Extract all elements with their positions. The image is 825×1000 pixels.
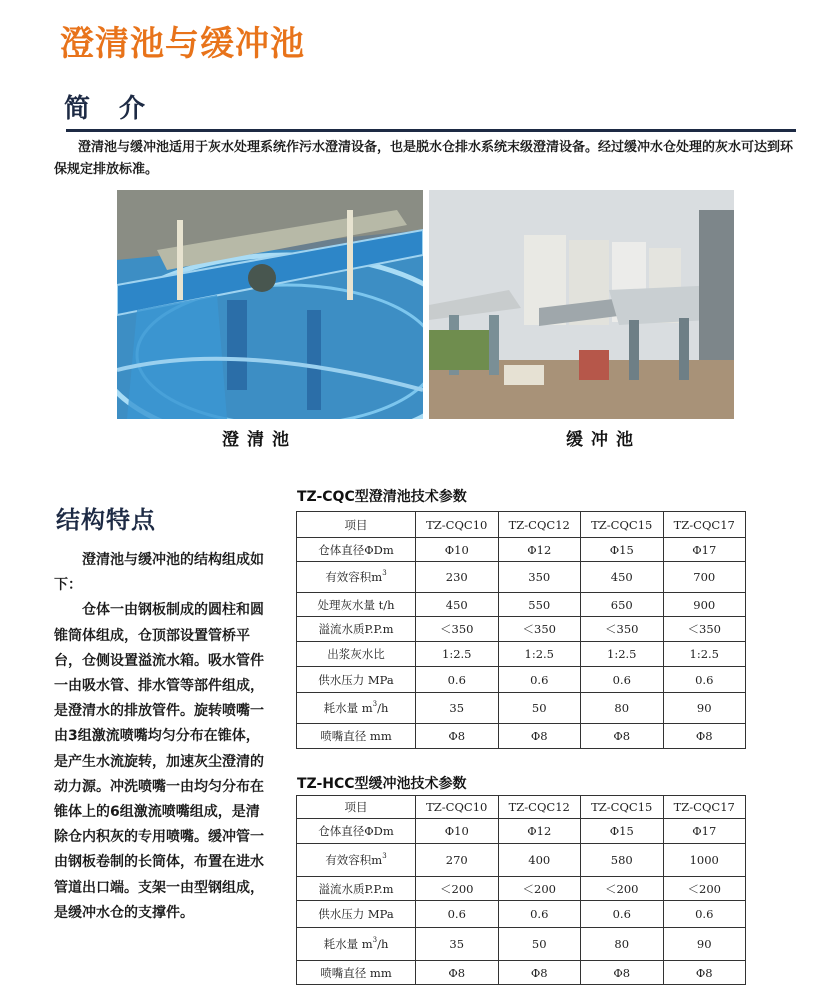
- table-cell: ＜200: [498, 877, 581, 901]
- table-row-label: 项目: [297, 796, 416, 819]
- table-cell: ＜200: [416, 877, 499, 901]
- table-row: [297, 617, 746, 642]
- table-row-label: 出浆灰水比: [297, 642, 416, 667]
- table-row-label: 仓体直径ΦDm: [297, 819, 416, 844]
- heading-divider: [66, 129, 796, 132]
- table-cell: 1000: [663, 844, 746, 877]
- clarifier-caption: 澄清池: [222, 430, 297, 450]
- table-row: [297, 928, 746, 961]
- clarifier-photo: [117, 190, 423, 419]
- table-cell: 400: [498, 844, 581, 877]
- table-cell: 0.6: [581, 667, 664, 693]
- table-cell: TZ-CQC10: [416, 796, 499, 819]
- table-cell: Φ8: [416, 961, 499, 985]
- table-cell: Φ15: [581, 819, 664, 844]
- table-cell: Φ8: [663, 724, 746, 749]
- table-cell: 230: [416, 562, 499, 593]
- table-row-label: 溢流水质P.P.m: [297, 877, 416, 901]
- table-cell: ＜350: [498, 617, 581, 642]
- table-cell: 450: [581, 562, 664, 593]
- table-cell: 0.6: [581, 901, 664, 928]
- table-cell: 90: [663, 928, 746, 961]
- table-cell: 80: [581, 928, 664, 961]
- table-cell: 700: [663, 562, 746, 593]
- structure-paragraph: 仓体一由钢板制成的圆柱和圆锥筒体组成，仓顶部设置管桥平台，仓侧设置溢流水箱。吸水管件一由吸水管、排水管等部件组成，是澄清水的排放管件。旋转喷嘴一由3组激流喷嘴均匀分布在锥体，是产生水流旋转，加速灰尘澄清的动力源。冲洗喷嘴一由均匀分布在锥体上的6组激流喷嘴组成，是清除仓内积灰的专用喷嘴。缓冲管一由钢板卷制的长筒体，布置在进水管道出口端。支架一由型钢组成，是缓冲水仓的支撑件。: [54, 602, 264, 921]
- table-cell: TZ-CQC15: [581, 512, 664, 538]
- table-row-label: 处理灰水量 t/h: [297, 593, 416, 617]
- table-row-label: 项目: [297, 512, 416, 538]
- table-cell: 1:2.5: [663, 642, 746, 667]
- table-row: [297, 724, 746, 749]
- table-cell: 50: [498, 928, 581, 961]
- table-cell: 90: [663, 693, 746, 724]
- table-cell: ＜200: [581, 877, 664, 901]
- table-cell: 270: [416, 844, 499, 877]
- table-cell: TZ-CQC15: [581, 796, 664, 819]
- intro-paragraph: 澄清池与缓冲池适用于灰水处理系统作污水澄清设备，也是脱水仓排水系统末级澄清设备。经过缓冲水仓处理的灰水可达到环保规定排放标准。: [54, 140, 794, 177]
- intro-heading: 简 介: [64, 94, 156, 124]
- table-cell: 1:2.5: [581, 642, 664, 667]
- structure-paragraph: 澄清池与缓冲池的结构组成如下：: [54, 552, 264, 594]
- table-row-label: 喷嘴直径 mm: [297, 724, 416, 749]
- table-row-label: 喷嘴直径 mm: [297, 961, 416, 985]
- table-cell: Φ8: [498, 724, 581, 749]
- table-cell: 0.6: [663, 901, 746, 928]
- table-cell: TZ-CQC12: [498, 796, 581, 819]
- clarifier-table-title: TZ-CQC型澄清池技术参数: [297, 489, 467, 505]
- structure-text: [54, 548, 266, 926]
- table-cell: 80: [581, 693, 664, 724]
- table-row: [297, 562, 746, 593]
- table-cell: Φ17: [663, 538, 746, 562]
- table-cell: Φ15: [581, 538, 664, 562]
- table-cell: Φ17: [663, 819, 746, 844]
- buffer-tank-caption: 缓冲池: [566, 430, 641, 450]
- table-cell: 0.6: [498, 901, 581, 928]
- table-cell: 900: [663, 593, 746, 617]
- table-cell: 580: [581, 844, 664, 877]
- table-row: [297, 819, 746, 844]
- table-row: [297, 642, 746, 667]
- table-cell: ＜350: [416, 617, 499, 642]
- table-cell: ＜200: [663, 877, 746, 901]
- table-cell: Φ8: [498, 961, 581, 985]
- table-row: [297, 877, 746, 901]
- table-row-label: 耗水量 $m^3/h$: [297, 928, 416, 961]
- table-cell: TZ-CQC10: [416, 512, 499, 538]
- table-cell: 35: [416, 928, 499, 961]
- table-cell: Φ8: [416, 724, 499, 749]
- table-cell: Φ12: [498, 538, 581, 562]
- table-cell: Φ12: [498, 819, 581, 844]
- table-row: [297, 844, 746, 877]
- table-row-label: 仓体直径ΦDm: [297, 538, 416, 562]
- table-cell: 1:2.5: [416, 642, 499, 667]
- table-row-label: 供水压力 MPa: [297, 901, 416, 928]
- table-cell: TZ-CQC12: [498, 512, 581, 538]
- table-cell: 1:2.5: [498, 642, 581, 667]
- table-cell: ＜350: [581, 617, 664, 642]
- buffer-table-title: TZ-HCC型缓冲池技术参数: [297, 776, 467, 792]
- table-cell: TZ-CQC17: [663, 512, 746, 538]
- table-row: [297, 593, 746, 617]
- table-row-label: 耗水量 $m^3/h$: [297, 693, 416, 724]
- table-cell: 0.6: [663, 667, 746, 693]
- table-row: [297, 667, 746, 693]
- clarifier-spec-table: [296, 511, 746, 749]
- buffer-spec-table: [296, 795, 746, 985]
- table-cell: 350: [498, 562, 581, 593]
- table-cell: Φ8: [581, 724, 664, 749]
- table-cell: 35: [416, 693, 499, 724]
- table-header-row: [297, 512, 746, 538]
- table-row-label: 供水压力 MPa: [297, 667, 416, 693]
- table-cell: Φ10: [416, 538, 499, 562]
- table-header-row: [297, 796, 746, 819]
- table-cell: ＜350: [663, 617, 746, 642]
- table-row: [297, 961, 746, 985]
- buffer-tank-photo: [429, 190, 734, 419]
- table-cell: 550: [498, 593, 581, 617]
- table-row: [297, 901, 746, 928]
- table-cell: Φ8: [581, 961, 664, 985]
- table-row-label: 有效容积$m^3$: [297, 844, 416, 877]
- table-row: [297, 693, 746, 724]
- structure-heading: 结构特点: [56, 506, 156, 534]
- table-cell: 0.6: [416, 667, 499, 693]
- table-cell: Φ10: [416, 819, 499, 844]
- table-cell: Φ8: [663, 961, 746, 985]
- table-cell: 450: [416, 593, 499, 617]
- table-cell: TZ-CQC17: [663, 796, 746, 819]
- table-cell: 0.6: [498, 667, 581, 693]
- page-title: 澄清池与缓冲池: [60, 24, 305, 64]
- table-cell: 50: [498, 693, 581, 724]
- table-row-label: 溢流水质P.P.m: [297, 617, 416, 642]
- table-cell: 0.6: [416, 901, 499, 928]
- table-cell: 650: [581, 593, 664, 617]
- table-row: [297, 538, 746, 562]
- table-row-label: 有效容积$m^3$: [297, 562, 416, 593]
